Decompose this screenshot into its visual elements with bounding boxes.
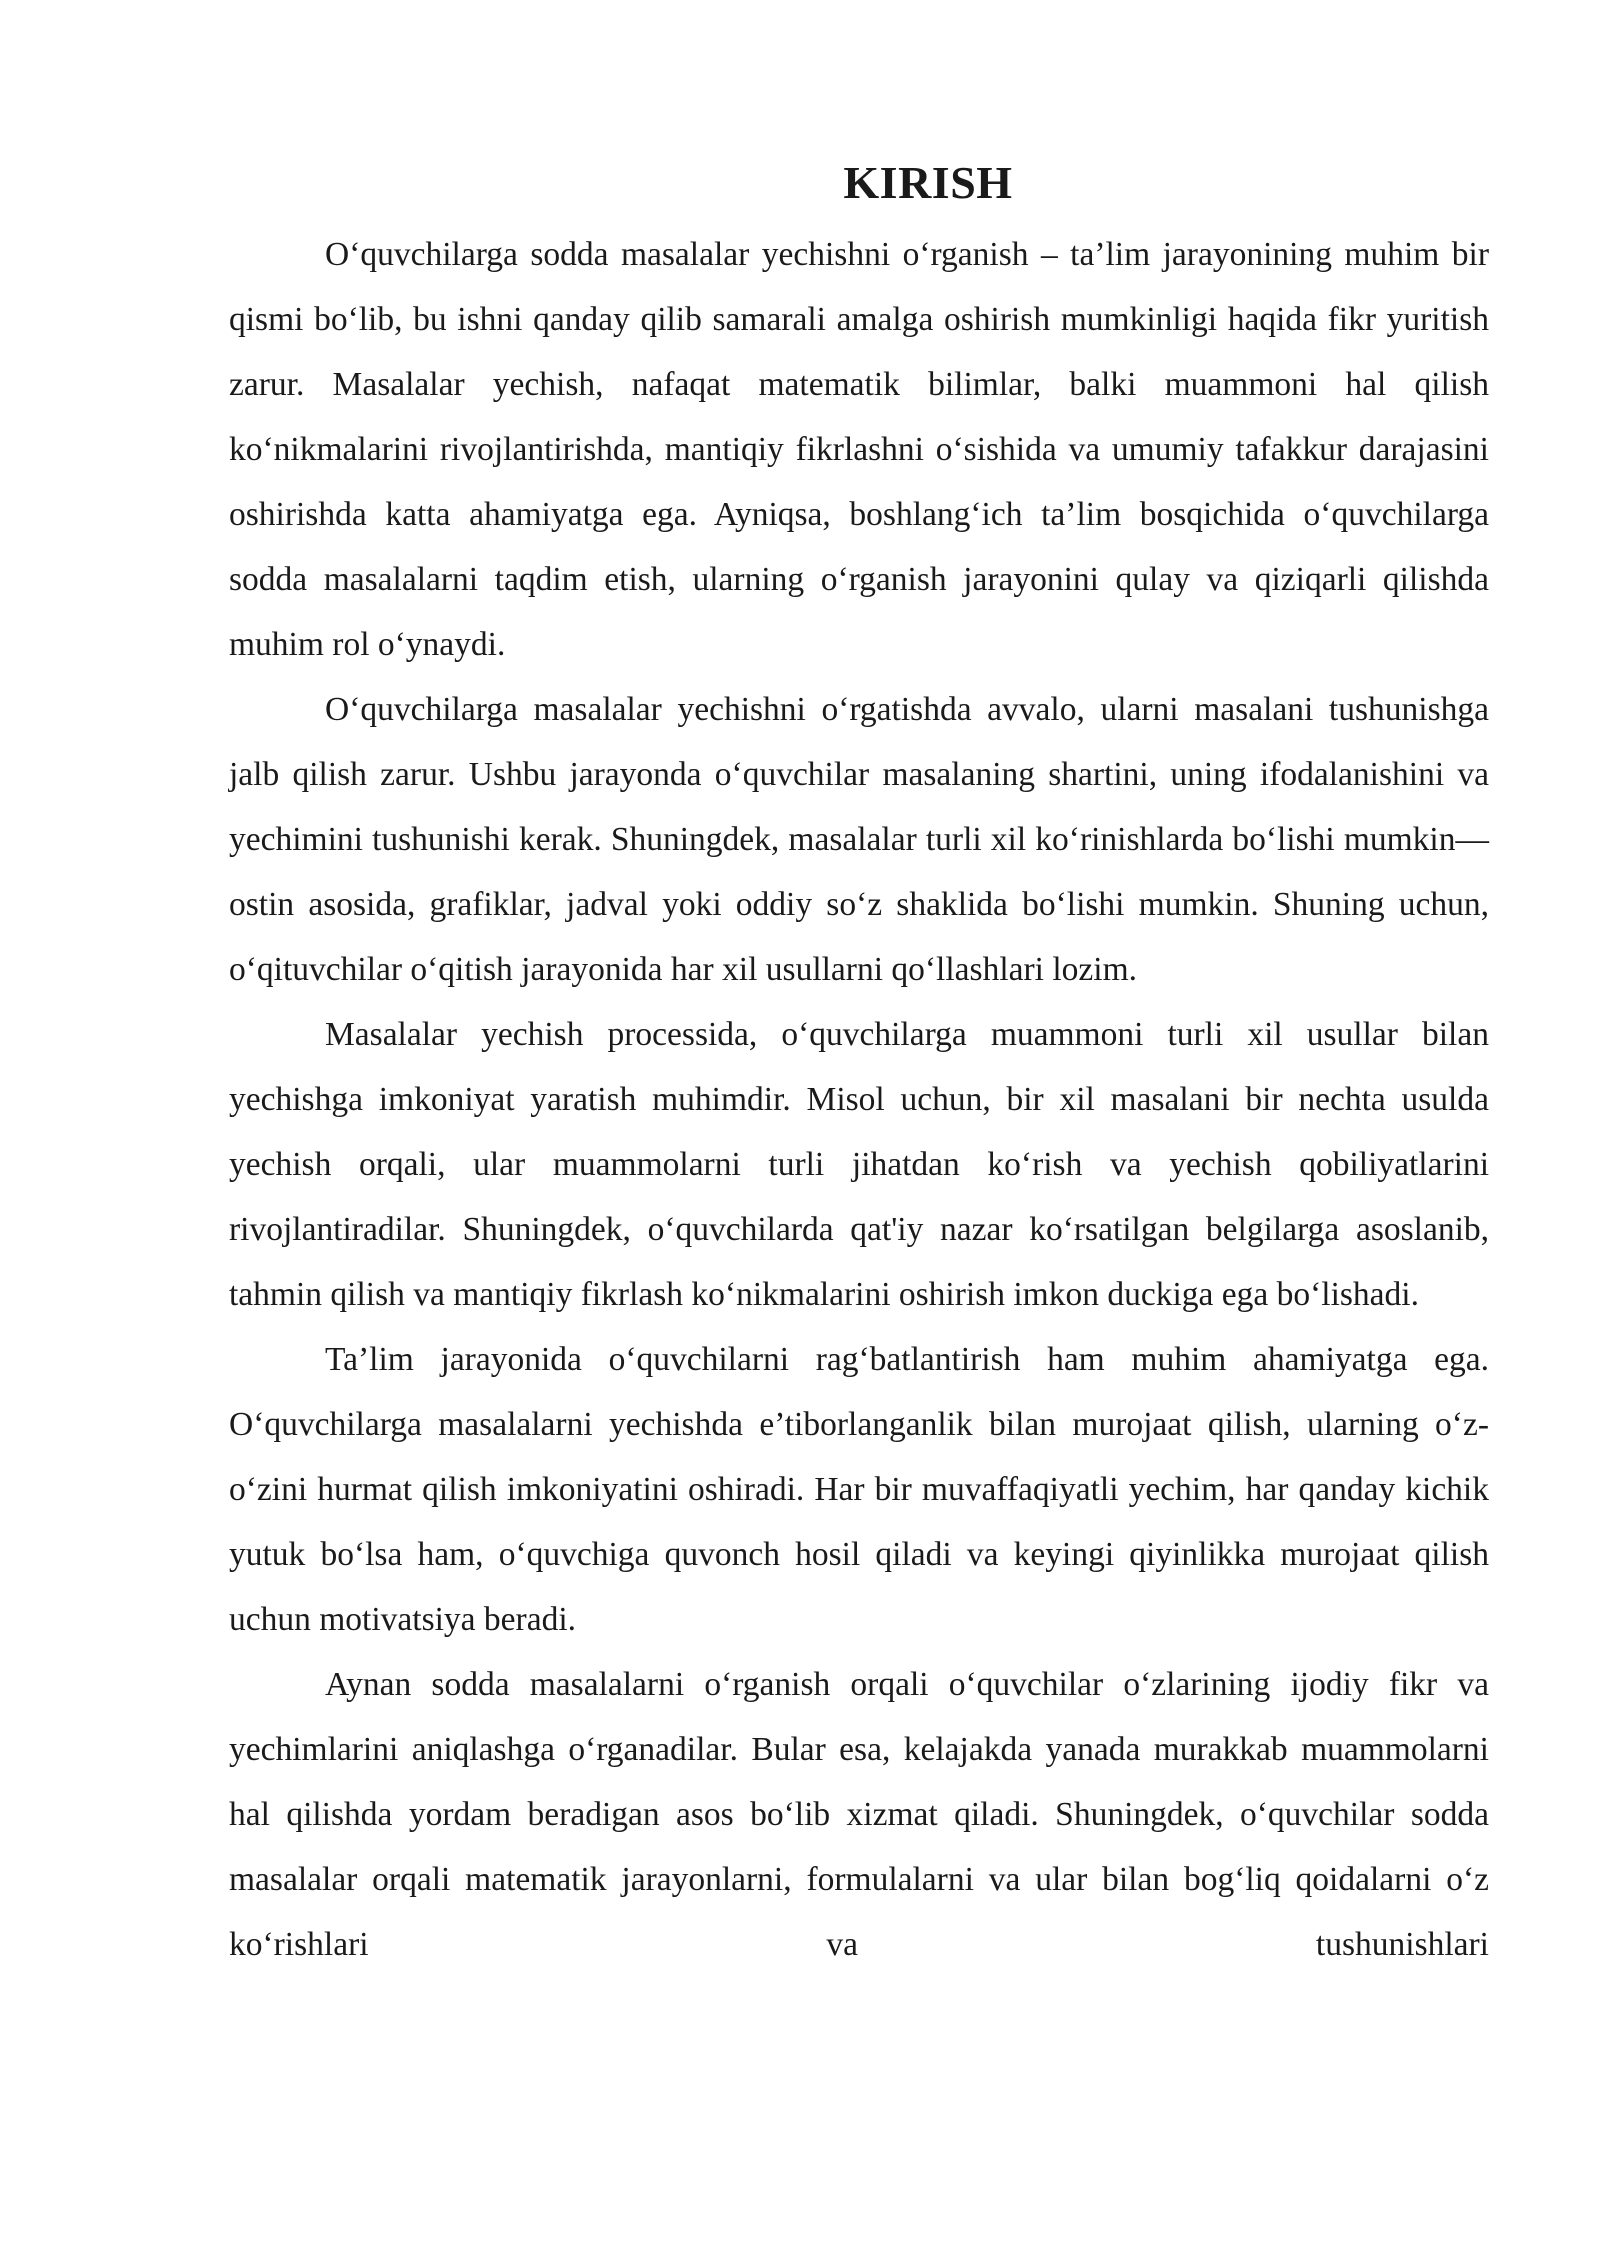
paragraph-1: O‘quvchilarga sodda masalalar yechishni o‘rganish – ta’lim jarayonining muhim bir qismi bo‘lib, bu ishni qanday qilib samarali amalga oshirish mumkinligi haqida fikr yuritish zarur. Masalalar yechish, nafaqat matematik bilimlar, balki muammoni hal qilish ko‘nikmalarini rivojlantirishda, mantiqiy fikrlashni o‘sishida va umumiy tafakkur darajasini oshirishda katta ahamiyatga ega. Ayniqsa, boshlang‘ich ta’lim bosqichida o‘quvchilarga sodda masalalarni taqdim etish, ularning o‘rganish jarayonini qulay va qiziqarli qilishda muhim rol o‘ynaydi. (229, 236, 1489, 663)
page-title: KIRISH (843, 157, 1013, 208)
paragraph-4: Ta’lim jarayonida o‘quvchilarni rag‘batlantirish ham muhim ahamiyatga ega. O‘quvchilarga masalalarni yechishda e’tiborlanganlik bilan murojaat qilish, ularning o‘z-o‘zini hurmat qilish imkoniyatini oshiradi. Har bir muvaffaqiyatli yechim, har qanday kichik yutuk bo‘lsa ham, o‘quvchiga quvonch hosil qiladi va keyingi qiyinlikka murojaat qilish uchun motivatsiya beradi. (229, 1341, 1489, 1638)
document-body (229, 150, 1489, 1977)
paragraph-3: Masalalar yechish processida, o‘quvchilarga muammoni turli xil usullar bilan yechishga imkoniyat yaratish muhimdir. Misol uchun, bir xil masalani bir nechta usulda yechish orqali, ular muammolarni turli jihatdan ko‘rish va yechish qobiliyatlarini rivojlantiradilar. Shuningdek, o‘quvchilarda qat'iy nazar ko‘rsatilgan belgilarga asoslanib, tahmin qilish va mantiqiy fikrlash ko‘nikmalarini oshirish imkon duckiga ega bo‘lishadi. (229, 1016, 1489, 1313)
paragraph-5: Aynan sodda masalalarni o‘rganish orqali o‘quvchilar o‘zlarining ijodiy fikr va yechimlarini aniqlashga o‘rganadilar. Bular esa, kelajakda yanada murakkab muammolarni hal qilishda yordam beradigan asos bo‘lib xizmat qiladi. Shuningdek, o‘quvchilar sodda masalalar orqali matematik jarayonlarni, formulalarni va ular bilan bog‘liq qoidalarni o‘z ko‘rishlari va tushunishlari (229, 1666, 1489, 1963)
paragraph-2: O‘quvchilarga masalalar yechishni o‘rgatishda avvalo, ularni masalani tushunishga jalb qilish zarur. Ushbu jarayonda o‘quvchilar masalaning shartini, uning ifodalanishini va yechimini tushunishi kerak. Shuningdek, masalalar turli xil ko‘rinishlarda bo‘lishi mumkin—ostin asosida, grafiklar, jadval yoki oddiy so‘z shaklida bo‘lishi mumkin. Shuning uchun, o‘qituvchilar o‘qitish jarayonida har xil usullarni qo‘llashlari lozim. (229, 691, 1489, 988)
